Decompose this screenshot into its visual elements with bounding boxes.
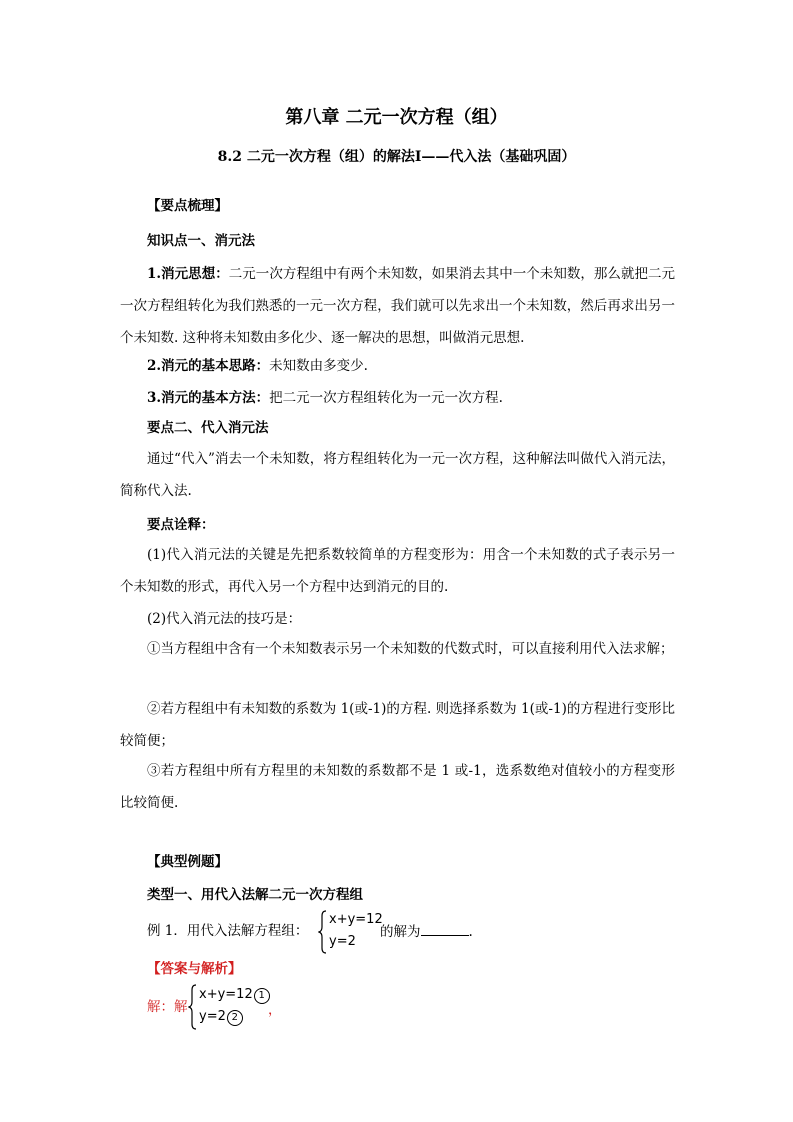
left-brace-icon [318, 910, 328, 954]
knowledge-point-1-heading: 知识点一、消元法 [147, 233, 255, 249]
key-points-heading: 【要点梳理】 [147, 198, 228, 214]
paragraph-text: 二元一次方程组中有两个未知数，如果消去其中一个未知数，那么就把二元一次方程组转化为我们熟悉的一元一次方程，我们就可以先求出一个未知数，然后再求出另一个未知数. 这种将未知数由多化少、逐一解决的思想，叫做消元思想. [120, 266, 676, 346]
note-1: (1)代入消元法的关键是先把系数较简单的方程变形为：用含一个未知数的式子表示另一个未知数的形式，再代入另一个方程中达到消元的目的. [120, 547, 675, 595]
suffix-text: 的解为 [380, 924, 421, 940]
paragraph-text: 未知数由多变少. [269, 358, 368, 374]
period: . [468, 924, 473, 940]
answer-analysis-heading: 【答案与解析】 [147, 961, 242, 977]
circled-number-1: 1 [254, 988, 270, 1004]
solution-system [199, 984, 270, 1028]
left-brace-icon [188, 984, 198, 1030]
note-3: ①当方程组中含有一个未知数表示另一个未知数的代数式时，可以直接利用代入法求解； [147, 641, 674, 657]
paragraph-label: 2.消元的基本思路： [147, 358, 270, 374]
notes-heading: 要点诠释： [147, 517, 215, 533]
equation-line: x+y=12 [329, 912, 383, 927]
chapter-title: 第八章 二元一次方程（组） [285, 107, 508, 128]
example-1-suffix [380, 921, 473, 942]
solution-comma: ， [268, 1002, 282, 1018]
note-2: (2)代入消元法的技巧是： [147, 611, 302, 627]
equation-text: x+y=12 [199, 987, 253, 1002]
equation-line [199, 984, 270, 1006]
circled-number-2: 2 [227, 1010, 243, 1026]
section-subtitle: 8.2 二元一次方程（组）的解法Ⅰ——代入法（基础巩固） [217, 149, 576, 165]
example-1-system [329, 909, 383, 953]
paragraph-basic-approach [120, 350, 675, 382]
equation-line [199, 1006, 270, 1028]
equation-line: y=2 [329, 934, 356, 949]
type-1-heading: 类型一、用代入法解二元一次方程组 [147, 887, 363, 903]
equation-text: y=2 [199, 1009, 226, 1024]
paragraph-label: 1.消元思想： [147, 266, 229, 282]
typical-examples-heading: 【典型例题】 [147, 854, 228, 870]
paragraph-label: 3.消元的基本方法： [147, 390, 270, 406]
example-1-prefix: 例 1．用代入法解方程组： [147, 923, 309, 939]
note-4: ②若方程组中有未知数的系数为 1(或-1)的方程. 则选择系数为 1(或-1)的方程进行变形比较简便； [120, 701, 675, 749]
paragraph-elimination-idea [120, 258, 675, 354]
paragraph-basic-method [120, 382, 675, 414]
solution-prefix: 解：解 [147, 999, 188, 1015]
answer-blank [421, 921, 469, 936]
note-5: ③若方程组中所有方程里的未知数的系数都不是 1 或-1，选系数绝对值较小的方程变形比较简便. [120, 763, 675, 811]
key-point-2-heading: 要点二、代入消元法 [147, 420, 269, 436]
paragraph-text: 把二元一次方程组转化为一元一次方程. [269, 390, 503, 406]
paragraph-substitution: 通过“代入”消去一个未知数，将方程组转化为一元一次方程，这种解法叫做代入消元法，简称代入法. [120, 451, 675, 499]
